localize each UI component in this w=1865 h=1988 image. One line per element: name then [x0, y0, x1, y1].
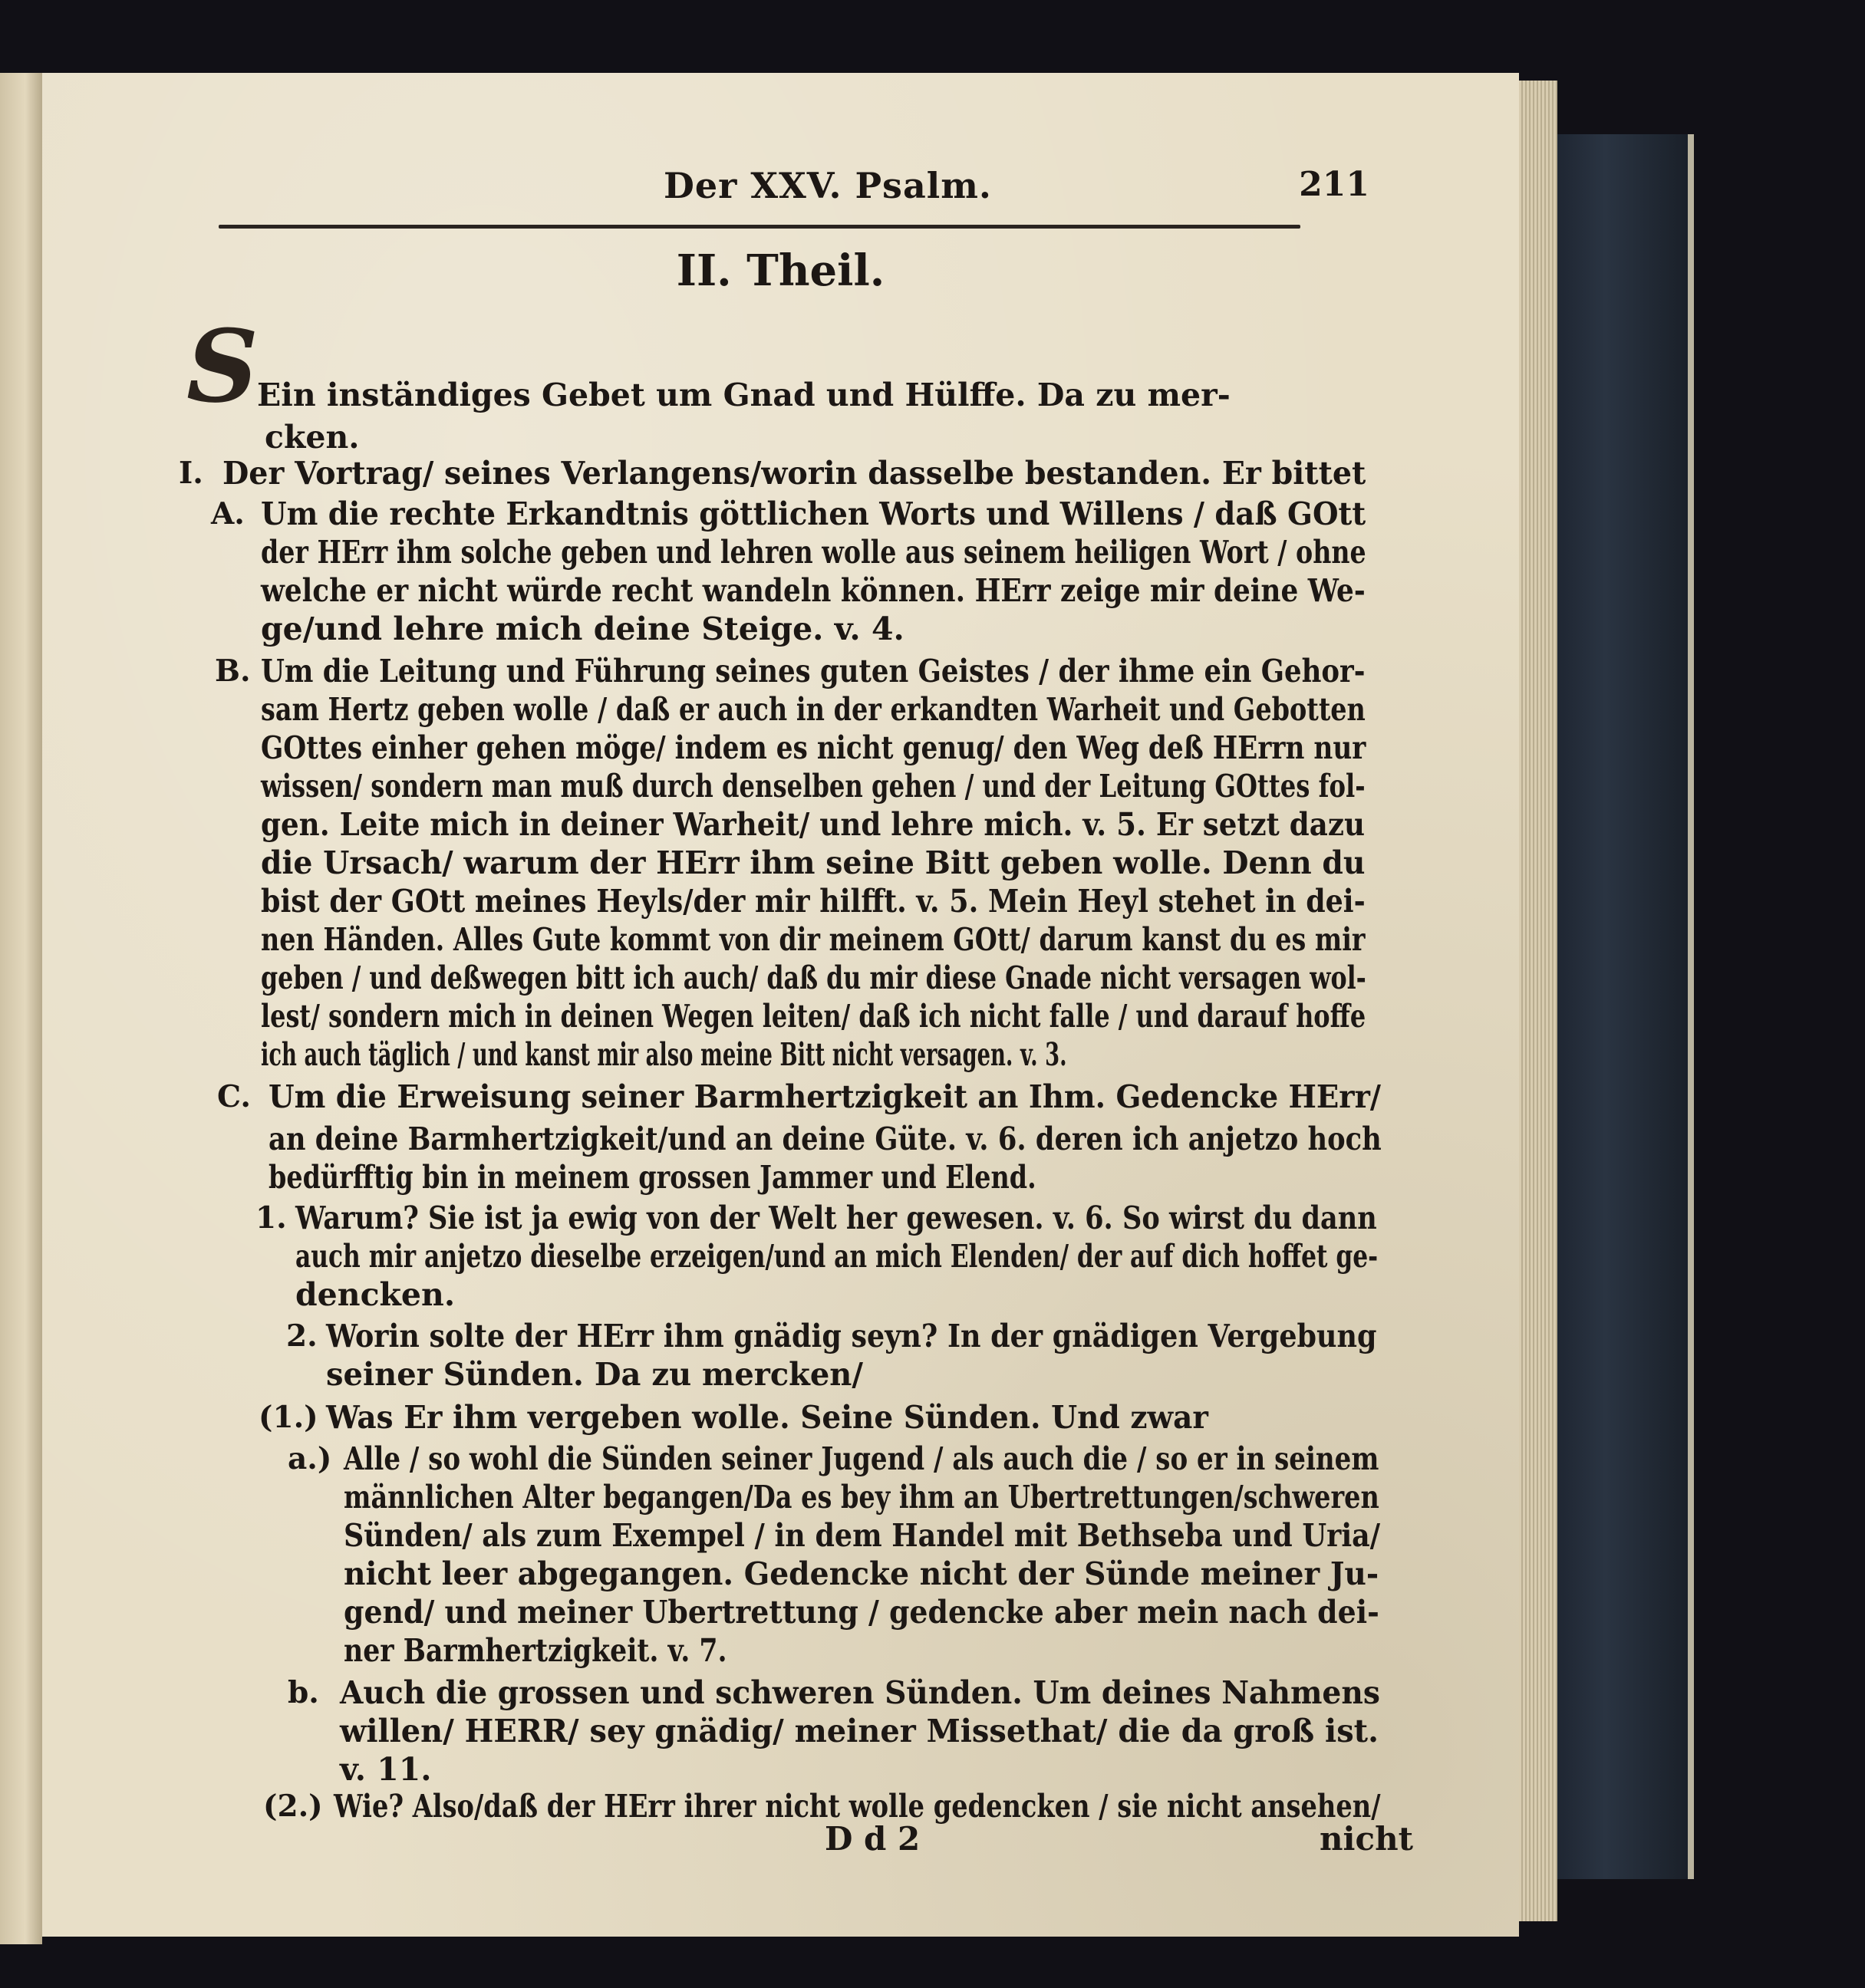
- paragraph-marker: (2.): [263, 1789, 323, 1824]
- paragraph-marker: (1.): [259, 1400, 318, 1435]
- text-line: v. 11.: [340, 1751, 432, 1788]
- signature-mark: D d 2: [825, 1820, 921, 1858]
- book-page: [42, 73, 1519, 1937]
- paragraph-marker: A.: [211, 496, 245, 532]
- paragraph-marker: 1.: [255, 1200, 287, 1236]
- text-line: nicht leer abgegangen. Gedencke nicht der Sünde meiner Ju-: [344, 1555, 1379, 1592]
- left-page-edge: [0, 73, 42, 1944]
- text-line: dencken.: [295, 1276, 456, 1313]
- text-line: willen/ HERR/ sey gnädig/ meiner Missethat/ die da groß ist.: [340, 1713, 1379, 1749]
- text-line: Ein inständiges Gebet um Gnad und Hülffe. Da zu mer-: [257, 377, 1231, 413]
- text-line: Um die rechte Erkandtnis göttlichen Worts und Willens / daß GOtt: [261, 495, 1366, 532]
- book-cover: [1550, 134, 1694, 1879]
- text-line: Wie? Also/daß der HErr ihrer nicht wolle gedencken / sie nicht ansehen/: [334, 1788, 1381, 1825]
- text-line: Um die Leitung und Führung seines guten Geistes / der ihme ein Gehor-: [261, 653, 1366, 690]
- text-line: Alle / so wohl die Sünden seiner Jugend / als auch die / so er in seinem: [344, 1440, 1379, 1477]
- text-line: Sünden/ als zum Exempel / in dem Handel mit Bethseba und Uria/: [344, 1517, 1381, 1554]
- text-line: Warum? Sie ist ja ewig von der Welt her gewesen. v. 6. So wirst du dann: [295, 1200, 1377, 1236]
- text-line: geben / und deßwegen bitt ich auch/ daß du mir diese Gnade nicht versagen wol-: [261, 959, 1366, 996]
- paragraph-marker: B.: [215, 653, 251, 689]
- paragraph-marker: C.: [217, 1079, 251, 1114]
- text-line: gend/ und meiner Ubertrettung / gedencke aber mein nach dei-: [344, 1594, 1379, 1631]
- paragraph-marker: b.: [288, 1675, 319, 1710]
- text-line: ner Barmhertzigkeit. v. 7.: [344, 1632, 727, 1669]
- text-line: Worin solte der HErr ihm gnädig seyn? In der gnädigen Vergebung: [326, 1318, 1377, 1354]
- text-line: gen. Leite mich in deiner Warheit/ und lehre mich. v. 5. Er setzt dazu: [261, 806, 1366, 843]
- text-line: cken.: [265, 419, 360, 456]
- text-line: seiner Sünden. Da zu mercken/: [326, 1356, 863, 1393]
- decorated-initial: S: [186, 308, 259, 425]
- text-line: an deine Barmhertzigkeit/und an deine Güte. v. 6. deren ich anjetzo hoch: [269, 1121, 1382, 1157]
- page-header: [219, 165, 1369, 219]
- text-line: bedürfftig bin in meinem grossen Jammer und Elend.: [269, 1159, 1036, 1196]
- text-line: die Ursach/ warum der HErr ihm seine Bitt geben wolle. Denn du: [261, 844, 1366, 881]
- text-line: welche er nicht würde recht wandeln können. HErr zeige mir deine We-: [261, 572, 1366, 609]
- text-line: sam Hertz geben wolle / daß er auch in der erkandten Warheit und Gebotten: [261, 691, 1366, 728]
- text-line: lest/ sondern mich in deinen Wegen leiten/ daß ich nicht falle / und darauf hoffe: [261, 998, 1366, 1035]
- text-line: ge/und lehre mich deine Steige. v. 4.: [261, 611, 904, 647]
- text-line: nen Händen. Alles Gute kommt von dir meinem GOtt/ darum kanst du es mir: [261, 921, 1366, 958]
- text-line: Auch die grossen und schweren Sünden. Um deines Nahmens: [340, 1674, 1380, 1711]
- paragraph-marker: 2.: [286, 1318, 318, 1354]
- text-line: männlichen Alter begangen/Da es bey ihm an Ubertrettungen/schweren: [344, 1479, 1379, 1516]
- section-title: II. Theil.: [676, 245, 885, 296]
- header-rule: [219, 225, 1300, 229]
- page-number: 211: [1299, 165, 1369, 204]
- text-line: Was Er ihm vergeben wolle. Seine Sünden. Und zwar: [326, 1399, 1208, 1436]
- paragraph-marker: I.: [179, 456, 203, 491]
- text-line: auch mir anjetzo dieselbe erzeigen/und an mich Elenden/ der auf dich hoffet ge-: [295, 1238, 1379, 1275]
- text-line: Um die Erweisung seiner Barmhertzigkeit an Ihm. Gedencke HErr/: [269, 1078, 1381, 1115]
- running-title: Der XXV. Psalm.: [664, 165, 992, 206]
- text-line: ich auch täglich / und kanst mir also meine Bitt nicht versagen. v. 3.: [261, 1036, 1067, 1073]
- text-line: GOttes einher gehen möge/ indem es nicht genug/ den Weg deß HErrn nur: [261, 729, 1366, 766]
- text-line: bist der GOtt meines Heyls/der mir hilfft. v. 5. Mein Heyl stehet in dei-: [261, 883, 1366, 920]
- text-line: wissen/ sondern man muß durch denselben gehen / und der Leitung GOttes fol-: [261, 768, 1366, 805]
- text-line: Der Vortrag/ seines Verlangens/worin dasselbe bestanden. Er bittet: [222, 455, 1366, 492]
- catchword: nicht: [1320, 1820, 1414, 1858]
- text-line: der HErr ihm solche geben und lehren wolle aus seinem heiligen Wort / ohne: [261, 534, 1366, 571]
- paragraph-marker: a.): [288, 1441, 332, 1476]
- page-fore-edge: [1515, 81, 1557, 1921]
